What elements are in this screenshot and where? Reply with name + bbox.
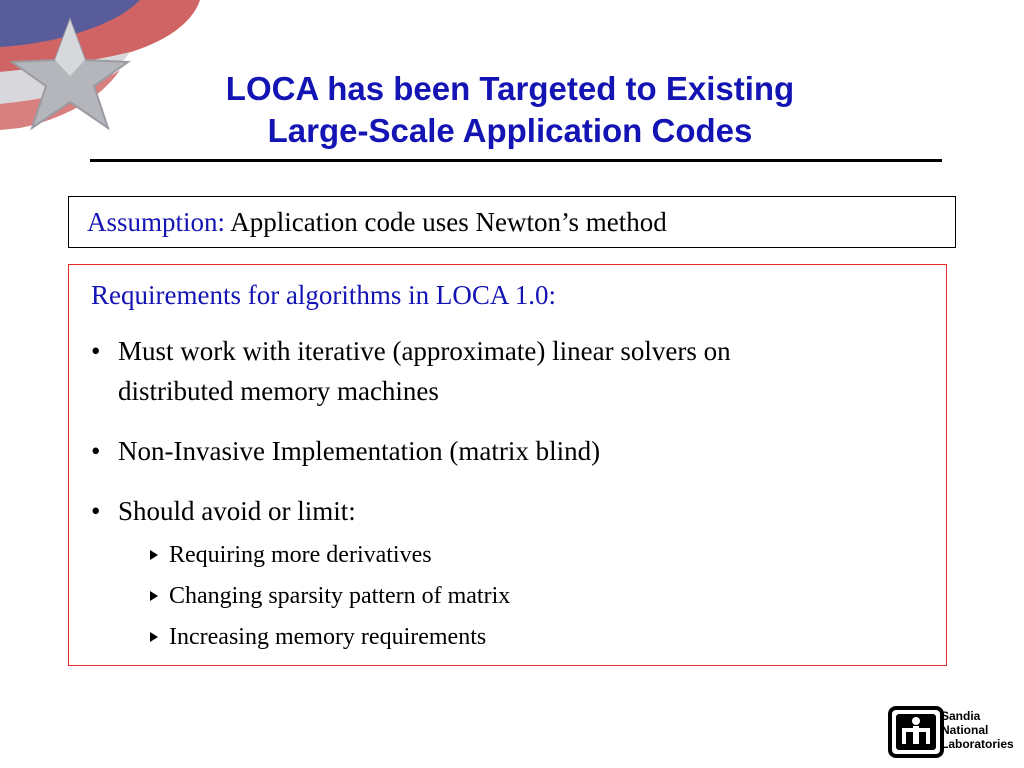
- bullet-text-line: distributed memory machines: [118, 376, 439, 406]
- slide-title: [120, 68, 900, 152]
- bullet-item: [91, 491, 946, 531]
- sub-list-item: [91, 617, 946, 658]
- bullet-item: [91, 431, 946, 471]
- requirements-box: [68, 264, 947, 666]
- bullet-icon: •: [91, 336, 101, 366]
- title-line-2: Large-Scale Application Codes: [267, 112, 753, 149]
- sandia-wordmark: [941, 709, 1014, 751]
- bullet-text-line: Non-Invasive Implementation (matrix blind): [118, 436, 601, 466]
- org-name-line: National: [941, 723, 989, 737]
- bullet-text-line: Should avoid or limit:: [118, 496, 356, 526]
- title-line-1: LOCA has been Targeted to Existing: [225, 70, 795, 107]
- sandia-logo-icon: [888, 706, 944, 758]
- sub-item-text: Changing sparsity pattern of matrix: [169, 583, 511, 609]
- org-name-line: Laboratories: [941, 737, 1014, 751]
- assumption-text: Application code uses Newton’s method: [225, 207, 667, 237]
- bullet-icon: •: [91, 496, 101, 526]
- org-name-line: Sandia: [941, 709, 981, 723]
- sub-list-item: [91, 535, 946, 576]
- sub-item-text: Requiring more derivatives: [169, 542, 432, 568]
- sub-list-item: [91, 576, 946, 617]
- sub-item-text: Increasing memory requirements: [169, 624, 487, 650]
- title-divider: [90, 159, 942, 162]
- bullet-icon: •: [91, 436, 101, 466]
- bullet-item: [91, 331, 946, 411]
- bullet-text-line: Must work with iterative (approximate) linear solvers on: [118, 336, 731, 366]
- triangle-bullet-icon: [150, 591, 158, 601]
- requirements-heading: Requirements for algorithms in LOCA 1.0:: [91, 280, 556, 310]
- triangle-bullet-icon: [150, 632, 158, 642]
- assumption-label: Assumption:: [87, 207, 226, 237]
- assumption-box: [68, 196, 956, 248]
- sub-list: [91, 535, 946, 658]
- triangle-bullet-icon: [150, 550, 158, 560]
